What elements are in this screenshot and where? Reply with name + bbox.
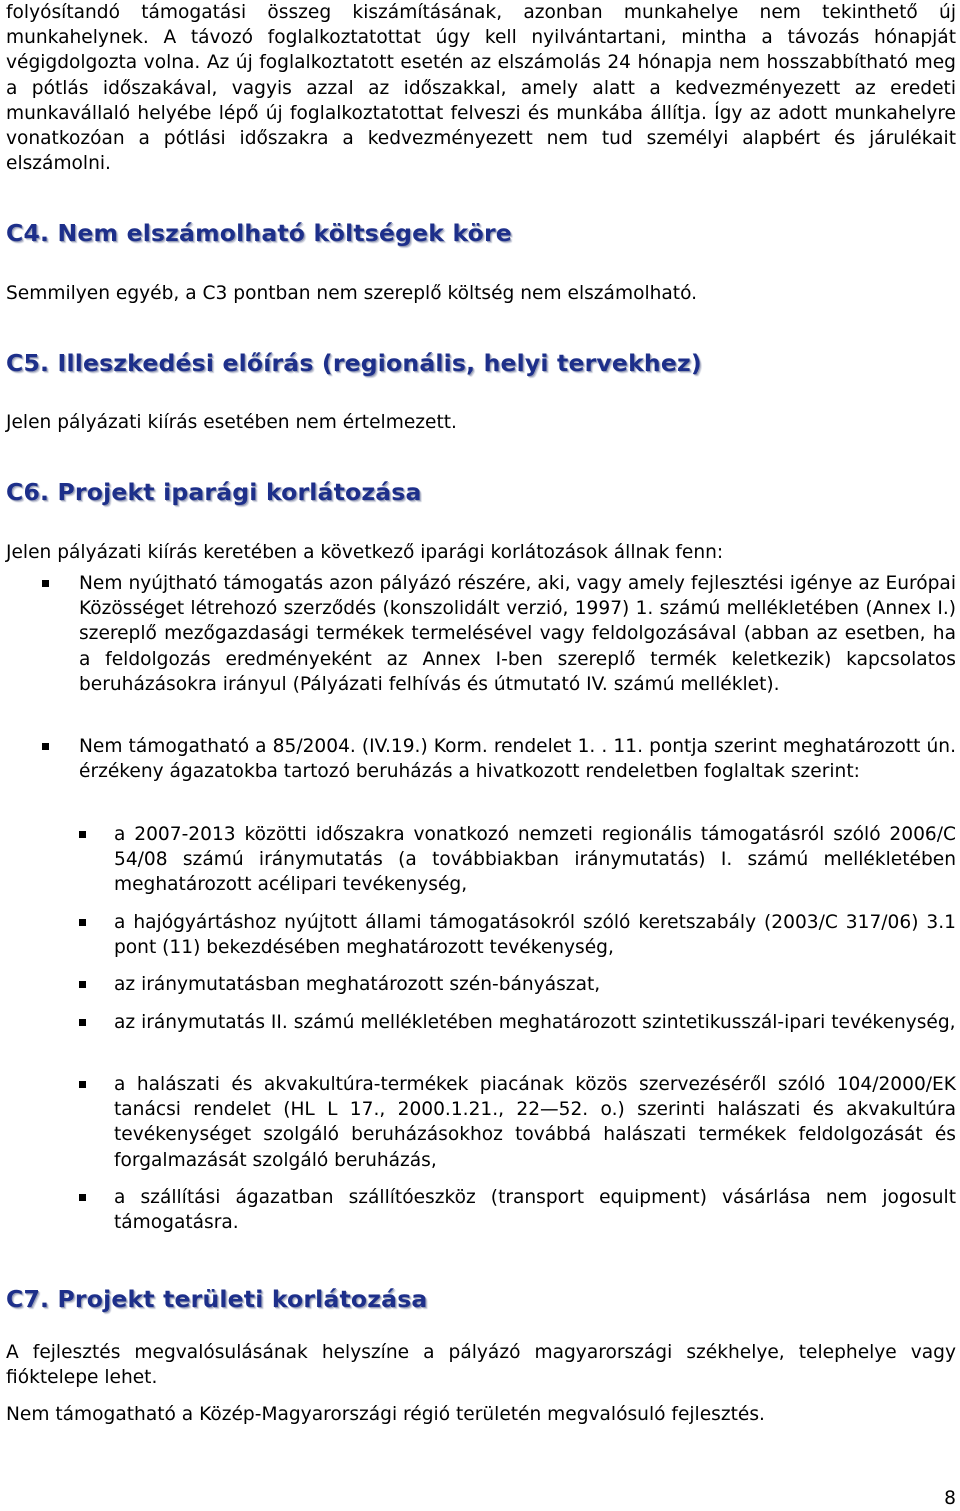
list-item <box>6 1185 956 1235</box>
square-bullet-icon <box>79 1019 86 1026</box>
square-bullet-icon <box>42 580 49 587</box>
list-item-text: az iránymutatás II. számú mellékletében meghatározott szintetikusszál-ipari tevékenység, <box>114 1012 956 1033</box>
square-bullet-icon <box>79 981 86 988</box>
square-bullet-icon <box>79 1194 86 1201</box>
list-item-text: a hajógyártáshoz nyújtott állami támogatásokról szóló keretszabály (2003/C 317/06) 3.1 pont (11) bekezdésében meghatározott tevékenység, <box>114 912 956 959</box>
list-item <box>6 1072 956 1173</box>
c5-text: Jelen pályázati kiírás esetében nem értelmezett. <box>6 412 457 433</box>
square-bullet-icon <box>79 831 86 838</box>
c7-text-2: Nem támogatható a Közép-Magyarországi régió területén megvalósuló fejlesztés. <box>6 1404 765 1425</box>
heading-c4: C4. Nem elszámolható költségek köre <box>6 219 512 247</box>
heading-c6: C6. Projekt iparági korlátozása <box>6 478 422 506</box>
c4-text: Semmilyen egyéb, a C3 pontban nem szereplő költség nem elszámolható. <box>6 283 698 304</box>
list-item <box>6 571 956 697</box>
heading-c7: C7. Projekt területi korlátozása <box>6 1285 428 1313</box>
square-bullet-icon <box>79 1081 86 1088</box>
page-number: 8 <box>944 1488 956 1509</box>
list-item-text: Nem nyújtható támogatás azon pályázó részére, aki, vagy amely fejlesztési igénye az Európai Közösséget létrehozó szerződés (konszolidált verzió, 1997) 1. számú mellékletében (Annex I.) szereplő mezőgazdasági termékek termelésével vagy feldolgozásával (abban az esetben, ha a feldolgozás eredményeként az Annex I-ben szereplő termék keletkezik) kapcsolatos beruházásokra irányul (Pályázati felhívás és útmutató IV. számú melléklet). <box>79 573 956 695</box>
list-item <box>6 1010 956 1035</box>
square-bullet-icon <box>79 919 86 926</box>
list-item <box>6 972 956 997</box>
list-item-text: a szállítási ágazatban szállítóeszköz (transport equipment) vásárlása nem jogosult támogatásra. <box>114 1187 956 1234</box>
square-bullet-icon <box>42 743 49 750</box>
heading-c5: C5. Illeszkedési előírás (regionális, helyi tervekhez) <box>6 349 702 377</box>
list-item <box>6 822 956 898</box>
list-item <box>6 734 956 784</box>
list-item <box>6 910 956 960</box>
list-item-text: a halászati és akvakultúra-termékek piacának közös szervezéséről szóló 104/2000/EK tanácsi rendelet (HL L 17., 2000.1.21., 22—52. o.) szerinti halászati és akvakultúra tevékenységet szolgáló beruházásokhoz továbbá halászati termékek feldolgozását és forgalmazását szolgáló beruházás, <box>114 1074 956 1171</box>
list-item-text: Nem támogatható a 85/2004. (IV.19.) Korm. rendelet 1. . 11. pontja szerint meghatározott ún. érzékeny ágazatokba tartozó beruházás a hivatkozott rendeletben foglaltak szerint: <box>79 736 956 783</box>
list-item-text: a 2007-2013 közötti időszakra vonatkozó nemzeti regionális támogatásról szóló 2006/C 54/08 számú iránymutatás (a továbbiakban iránymutatás) I. számú mellékletében meghatározott acélipari tevékenység, <box>114 824 956 896</box>
c6-bullet-list <box>6 571 956 697</box>
list-item-text: az iránymutatásban meghatározott szén-bányászat, <box>114 974 601 995</box>
lead-paragraph: folyósítandó támogatási összeg kiszámításának, azonban munkahelye nem tekinthető új munkahelynek. A távozó foglalkoztatottat úgy kell nyilvántartani, mintha a távozás hónapját végigdolgozta volna. Az új foglalkoztatott esetén az elszámolás 24 hónapja nem hosszabbítható meg a pótlás időszakával, vagyis azzal az időszakkal, amely alatt a kedvezményezett az eredeti munkavállaló helyébe lépő új foglalkoztatottat felveszi és munkába állítja. Így az adott munkahelyre vonatkozóan a pótlási időszakra a kedvezményezett nem tud személyi alapbért és járulékait elszámolni. <box>6 2 956 175</box>
c7-text-1: A fejlesztés megvalósulásának helyszíne a pályázó magyarországi székhelye, telephelye vagy fióktelepe lehet. <box>6 1342 956 1389</box>
c6-intro: Jelen pályázati kiírás keretében a következő iparági korlátozások állnak fenn: <box>6 542 724 563</box>
c6-bullet-list-2 <box>6 734 956 784</box>
